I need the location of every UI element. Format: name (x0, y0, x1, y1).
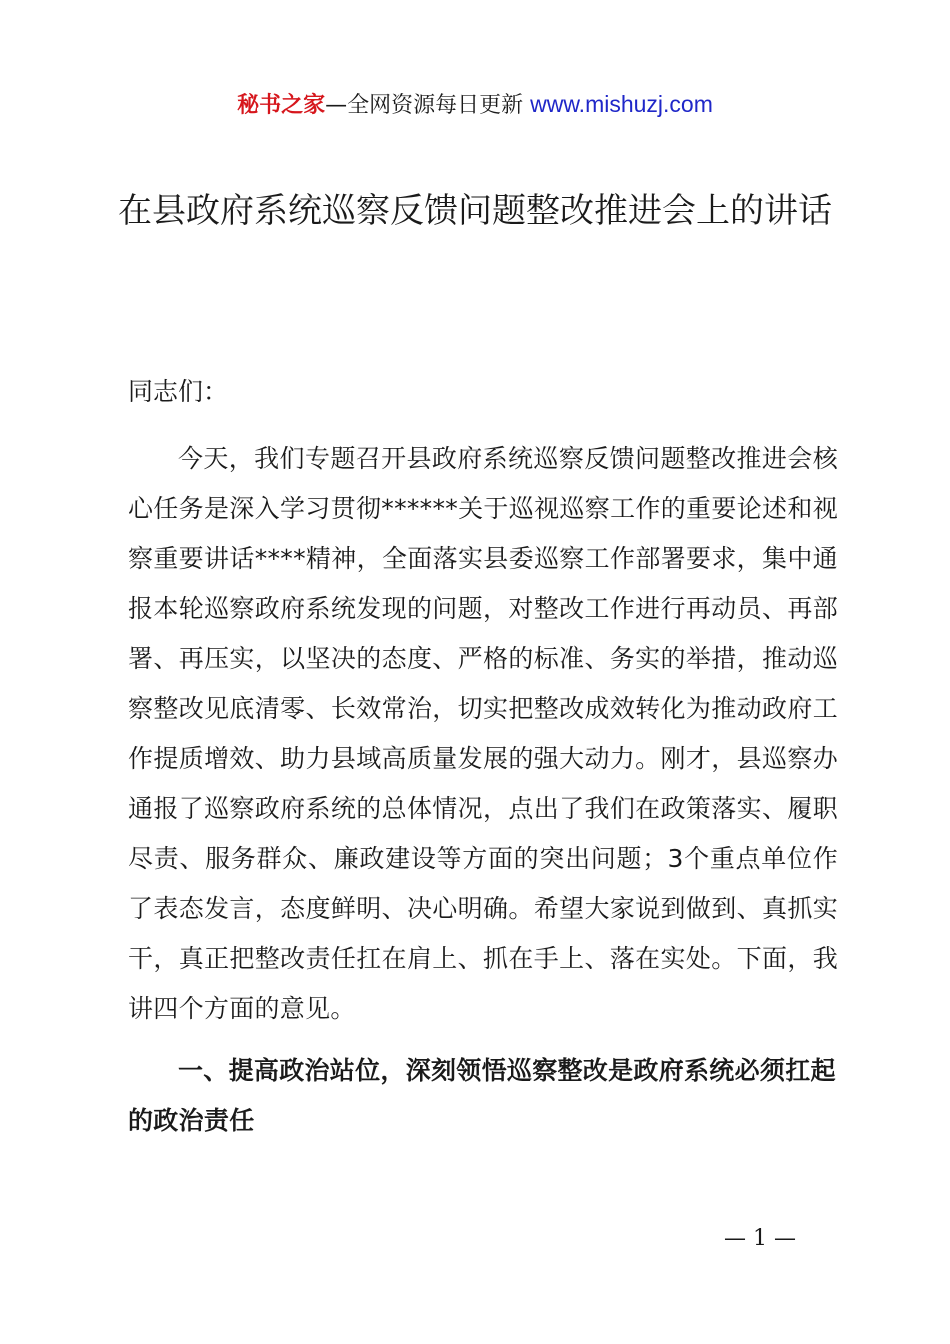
document-title: 在县政府系统巡察反馈问题整改推进会上的讲话 (118, 191, 832, 231)
site-url-link[interactable]: www.mishuzj.com (530, 91, 713, 117)
site-header (0, 86, 950, 124)
body-paragraph: 今天，我们专题召开县政府系统巡察反馈问题整改推进会核心任务是深入学习贯彻******关于巡视巡察工作的重要论述和视察重要讲话****精神，全面落实县委巡察工作部署要求，集中通报本轮巡察政府系统发现的问题，对整改工作进行再动员、再部署、再压实，以坚决的态度、严格的标准、务实的举措，推动巡察整改见底清零、长效常治，切实把整改成效转化为推动政府工作提质增效、助力县域高质量发展的强大动力。刚才，县巡察办通报了巡察政府系统的总体情况，点出了我们在政策落实、履职尽责、服务群众、廉政建设等方面的突出问题；3个重点单位作了表态发言，态度鲜明、决心明确。希望大家说到做到、真抓实干，真正把整改责任扛在肩上、抓在手上、落在实处。下面，我讲四个方面的意见。 (128, 444, 838, 1023)
page-number: — 1 — (724, 1226, 796, 1251)
section-heading: 一、提高政治站位，深刻领悟巡察整改是政府系统必须扛起的政治责任 (128, 1056, 836, 1135)
salutation: 同志们： (128, 377, 229, 406)
brand-name: 秘书之家 (237, 93, 326, 118)
header-tagline: —全网资源每日更新 (325, 93, 531, 118)
